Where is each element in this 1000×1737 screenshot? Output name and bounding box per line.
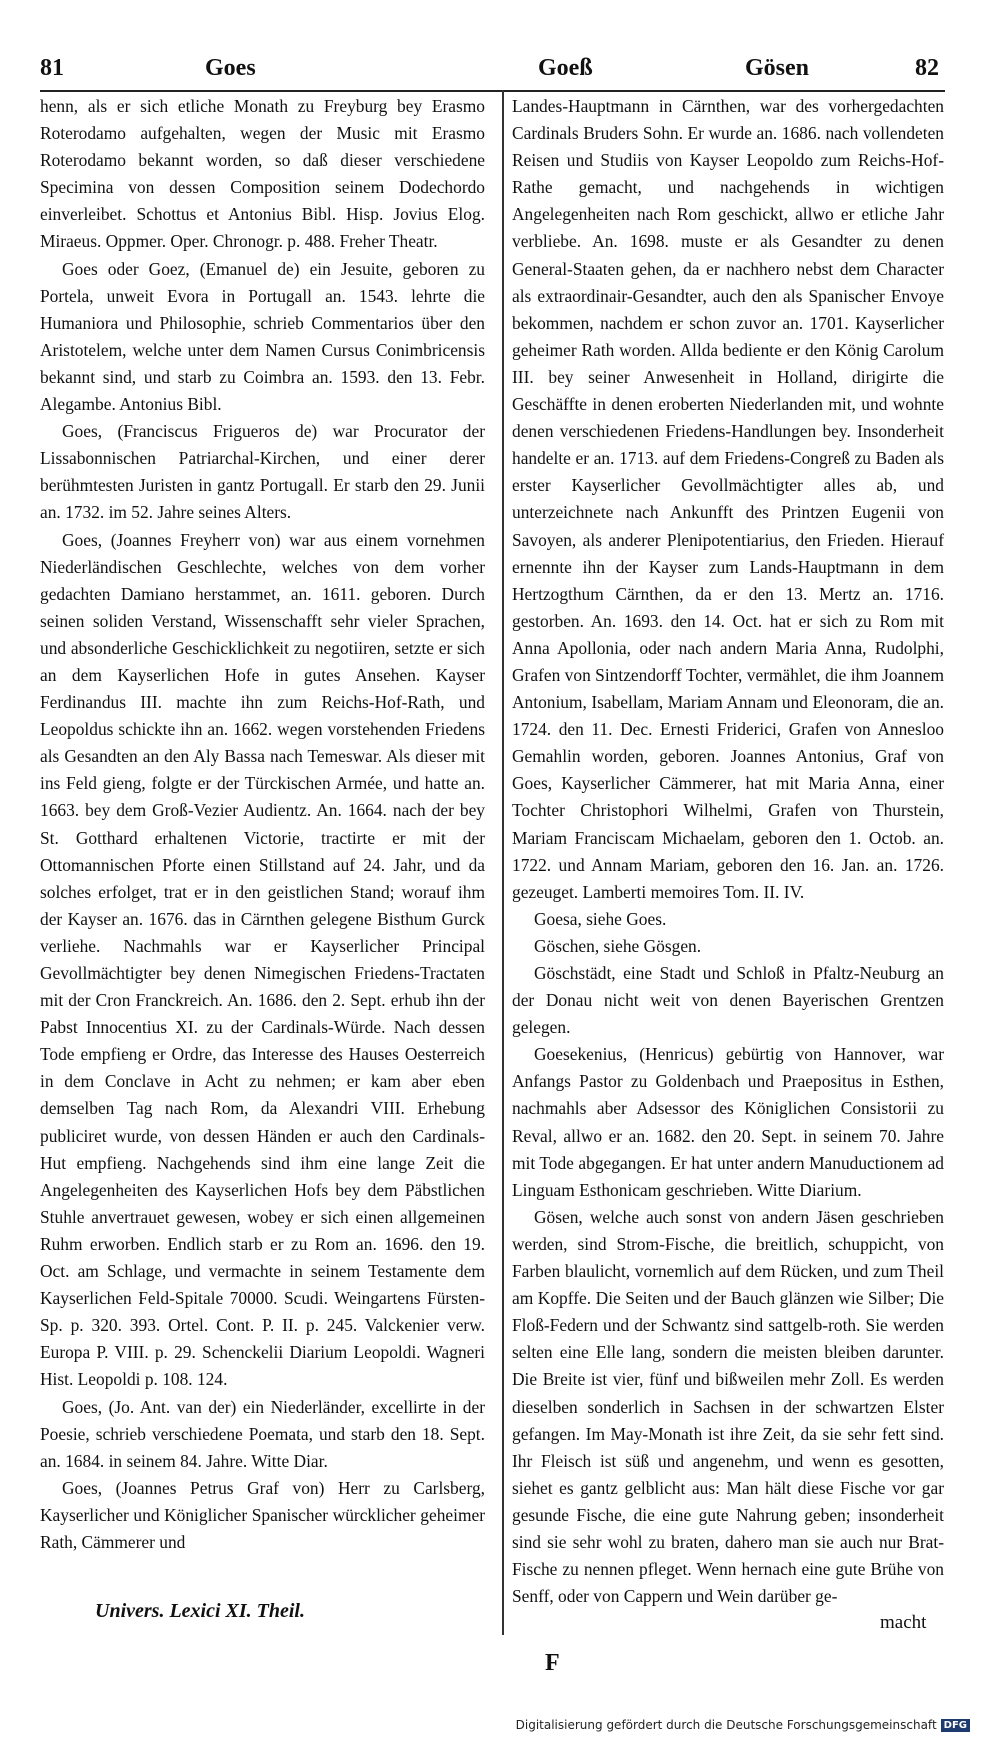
column-divider [502, 90, 504, 1635]
right-column [512, 93, 944, 1610]
catchword: macht [880, 1612, 927, 1633]
entry-paragraph: Göschen, siehe Gösgen. [534, 935, 702, 956]
sheet-signature-mark: F [545, 1650, 560, 1676]
header-word-left: Goes [205, 55, 256, 81]
header-word-center: Goeß [538, 55, 593, 81]
entry-paragraph: Gösen, welche auch sonst von andern Jäsen geschrieben werden, sind Strom-Fische, die breitlich, schuppicht, von Farben blaulicht, vornemlich auf dem Rücken, und zum Theil am Kopffe. Die Seiten und der Bauch glänzen wie Silber; Die Floß-Federn und der Schwantz sind sattgelb-roth. Sie werden selten eine Elle lang, sondern die meisten bleiben darunter. Die Breite ist vier, fünf und bißweilen mehr Zoll. Es werden dieselben sonderlich in Sachsen in der schwartzen Elster gefangen. Im May-Monath ist ihre Zeit, da sie sehr fett sind. Ihr Fleisch ist süß und angenehm, und wenn es gesotten, siehet es gantz gelblicht aus: Man hält diese Fische vor gar gesunde Fische, die eine gute Nahrung geben; insonderheit sind sie sehr wohl zu braten, dahero man sie auch nur Brat-Fische zu nennen pfleget. Wenn hernach eine gute Brühe von Senff, oder von Cappern und Wein darüber ge- [512, 1206, 944, 1607]
page-number-left: 81 [40, 55, 64, 81]
running-header [40, 55, 945, 89]
entry-paragraph: Goes, (Joannes Petrus Graf von) Herr zu Carlsberg, Kayserlicher und Königlicher Spanischer würcklicher geheimer Rath, Cämmerer und [40, 1477, 485, 1552]
digitization-credit [516, 1718, 970, 1732]
entry-paragraph: henn, als er sich etliche Monath zu Freyburg bey Erasmo Roterodamo aufgehalten, wegen der Music mit Erasmo Roterodamo bekannt worden, so daß dieser verschiedene Specimina von dessen Composition seinem Dodechordo einverleibet. Schottus et Antonius Bibl. Hisp. Jovius Elog. Miraeus. Oppmer. Oper. Chronogr. p. 488. Freher Theatr. [40, 96, 485, 252]
entry-paragraph: Göschstädt, eine Stadt und Schloß in Pfaltz-Neuburg an der Donau nicht weit von denen Bayerischen Grentzen gelegen. [512, 963, 944, 1038]
page-number-right: 82 [915, 55, 939, 81]
entry-paragraph: Goesekenius, (Henricus) gebürtig von Hannover, war Anfangs Pastor zu Goldenbach und Praepositus in Esthen, nachmahls aber Adsessor des Königlichen Consistorii zu Reval, allwo er an. 1682. den 20. Sept. in seinem 70. Jahre mit Tode abgegangen. Er hat unter andern Manuductionem ad Linguam Esthonicam geschrieben. Witte Diarium. [512, 1044, 944, 1200]
left-column [40, 93, 485, 1556]
entry-paragraph: Goes oder Goez, (Emanuel de) ein Jesuite, geboren zu Portela, unweit Evora in Portugall an. 1543. lehrte die Humaniora und Philosophie, schrieb Commentarios über den Aristotelem, welche unter dem Namen Cursus Conimbricensis bekannt sind, und starb zu Coimbra an. 1593. den 13. Febr. Alegambe. Antonius Bibl. [40, 258, 485, 415]
entry-paragraph: Landes-Hauptmann in Cärnthen, war des vorhergedachten Cardinals Bruders Sohn. Er wurde an. 1686. nach vollendeten Reisen und Studiis von Kayser Leopoldo zum Reichs-Hof-Rathe gemacht, und nachgehends in wichtigen Angelegenheiten nach Rom geschickt, allwo er etliche Jahr verbliebe. An. 1698. muste er als Gesandter zu denen General-Staaten gehen, da er nachhero nebst dem Character als extraordinair-Gesandter, auch den als Spanischer Envoye bekommen, nachdem er schon zuvor an. 1701. Kayserlicher geheimer Rath worden. Allda bediente er den König Carolum III. bey seiner Anwesenheit in Holland, dirigirte die Geschäffte in denen eroberten Niederlanden mit, und wohnte denen verschiedenen Friedens-Handlungen bey. Insonderheit handelte er an. 1713. auf dem Friedens-Congreß zu Baden als erster Kayserlicher Gevollmächtigter alles ab, und unterzeichnete nach Ankunfft des Printzen Eugenii von Savoyen, als anderer Plenipotentiarius, den Frieden. Hierauf ernennte ihn der Kayser zum Lands-Hauptmann in dem Hertzogthum Cärnthen, da er den 13. Mertz an. 1716. gestorben. An. 1693. den 14. Oct. hat er sich zu Rom mit Anna Apollonia, oder nach andern Maria Anna, Rudolphi, Grafen von Sintzendorff Tochter, vermählet, die ihm Joannem Antonium, Isabellam, Mariam Annam und Eleonoram, die an. 1724. den 11. Dec. Ernesti Friderici, Grafen von Annesloo Gemahlin worden, geboren. Joannes Antonius, Graf von Goes, Kayserlicher Cämmerer, hat mit Maria Anna, einer Tochter Christophori Wilhelmi, Grafen von Thurstein, Mariam Franciscam Michaelam, geboren den 1. Octob. an. 1722. und Annam Mariam, geboren den 16. Jan. an. 1726. gezeuget. Lamberti memoires Tom. II. IV. [512, 96, 944, 902]
dfg-logo: DFG [941, 1719, 970, 1732]
credit-text: Digitalisierung gefördert durch die Deutsche Forschungsgemeinschaft [515, 1718, 937, 1732]
entry-paragraph: Goes, (Joannes Freyherr von) war aus einem vornehmen Niederländischen Geschlechte, welches von dem vorher gedachten Damiano herstammet, an. 1611. geboren. Durch seinen soliden Verstand, Wissenschafft sehr vieler Sprachen, und absonderliche Geschicklichkeit zu negotiiren, setzte er sich an dem Kayserlichen Hofe in gutes Ansehen. Kayser Ferdinandus III. machte ihn zum Reichs-Hof-Rath, und Leopoldus schickte ihn an. 1662. wegen vorstehenden Friedens als Gesandten an den Aly Bassa nach Temeswar. Als dieser mit ins Feld gieng, folgte er der Türckischen Armée, und hatte an. 1663. bey dem Groß-Vezier Audientz. An. 1664. nach der bey St. Gotthard erhaltenen Victorie, tractirte er mit der Ottomannischen Pforte einen Stillstand auf 24. Jahr, und da solches erfolget, trat er in den geistlichen Stand; worauf ihm der Kayser an. 1676. das in Cärnthen gelegene Bisthum Gurck verliehe. Nachmahls war er Kayserlicher Principal Gevollmächtigter bey denen Nimegischen Friedens-Tractaten mit der Cron Franckreich. An. 1686. den 2. Sept. erhub ihn der Pabst Innocentius XI. zu der Cardinals-Würde. Nach dessen Tode empfieng er Ordre, das Interesse des Hauses Oesterreich in dem Conclave in Acht zu nehmen; er kam aber eben demselben Tag nach Rom, da Alexandri VIII. Erhebung publiciret wurde, von dessen Händen er auch den Cardinals-Hut empfieng. Nachgehends sind ihm eine lange Zeit die Angelegenheiten des Kayserlichen Hofs bey dem Päbstlichen Stuhle anvertrauet gewesen, wobey er sich einen allgemeinen Ruhm erworben. Endlich starb er zu Rom an. 1696. den 19. Oct. am Schlage, und vermachte in seinem Testamente dem Kayserlichen Feld-Spitale 70000. Scudi. Weingartens Fürsten-Sp. p. 320. 393. Ortel. Cont. P. II. p. 245. Valckenier verw. Europa P. VIII. p. 29. Schenckelii Diarium Leopoldi. Wagneri Hist. Leopoldi p. 108. 124. [40, 529, 485, 1390]
entry-paragraph: Goesa, siehe Goes. [534, 908, 667, 929]
entry-paragraph: Goes, (Jo. Ant. van der) ein Niederländer, excellirte in der Poesie, schrieb verschiedene Poemata, und starb den 18. Sept. an. 1684. in seinem 84. Jahre. Witte Diar. [40, 1396, 485, 1471]
header-word-right: Gösen [745, 55, 810, 81]
entry-paragraph: Goes, (Franciscus Frigueros de) war Procurator der Lissabonnischen Patriarchal-Kirchen, und einer derer berühmtesten Juristen in gantz Portugall. Er starb den 29. Junii an. 1732. im 52. Jahre seines Alters. [40, 421, 485, 523]
header-rule [40, 90, 945, 92]
signature-line: Univers. Lexici XI. Theil. [95, 1600, 305, 1622]
